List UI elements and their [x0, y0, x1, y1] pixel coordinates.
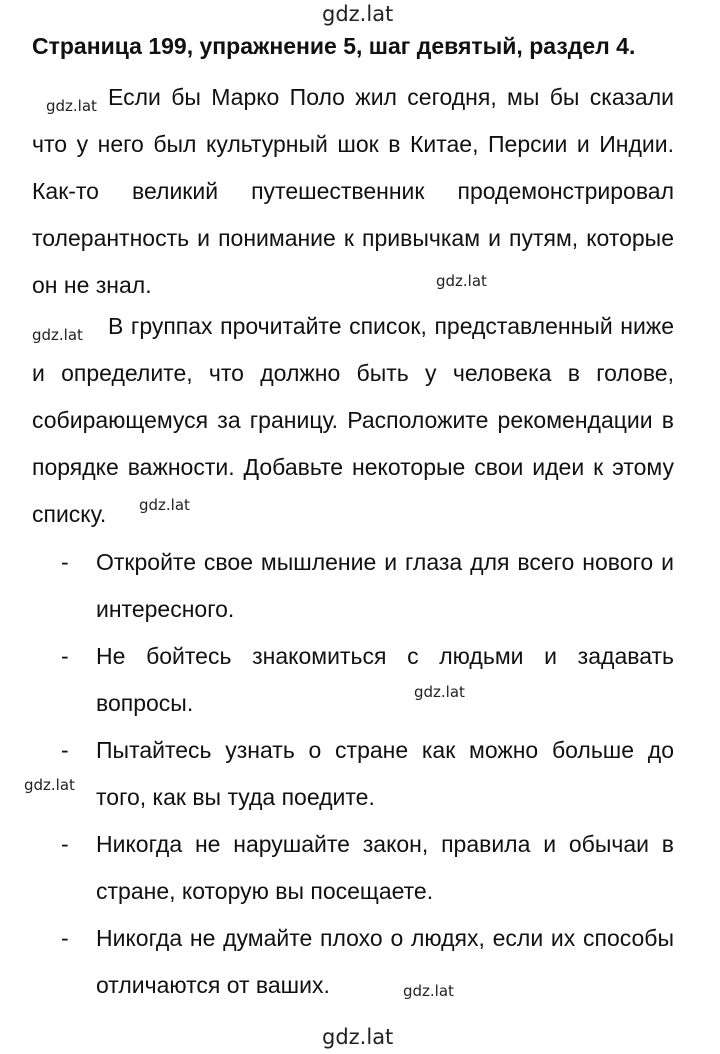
- watermark-top: gdz.lat: [322, 2, 394, 26]
- intro-paragraph: Если бы Марко Поло жил сегодня, мы бы сказали что у него был культурный шок в Китае, Персии и Индии. Как-то великий путешественник продемонстрировал толерантность и понимание к привычкам и путям, которые он не знал.: [32, 84, 674, 298]
- watermark: gdz.lat: [436, 272, 487, 290]
- list-item-text: Откройте свое мышление и глаза для всего нового и интересного.: [96, 549, 674, 622]
- list-item-text: Пытайтесь узнать о стране как можно больше до того, как вы туда поедите.: [96, 737, 674, 810]
- list-item: [32, 915, 674, 1009]
- list-item-text: Не бойтесь знакомиться с людьми и задавать вопросы.: [96, 643, 674, 716]
- list-dash: -: [61, 925, 69, 951]
- list-item: [32, 539, 674, 633]
- watermark: gdz.lat: [403, 982, 454, 1000]
- watermark: gdz.lat: [414, 683, 465, 701]
- watermark: gdz.lat: [24, 776, 75, 794]
- list-item-text: Никогда не думайте плохо о людях, если их способы отличаются от ваших.: [96, 925, 674, 998]
- task-paragraph: В группах прочитайте список, представленный ниже и определите, что должно быть у человека в голове, собирающемуся за границу. Расположите рекомендации в порядке важности. Добавьте некоторые свои идеи к этому списку.: [32, 313, 674, 527]
- list-item: [32, 821, 674, 915]
- watermark-bottom: gdz.lat: [322, 1025, 394, 1049]
- page-title: Страница 199, упражнение 5, шаг девятый, раздел 4.: [32, 33, 636, 59]
- list-item-text: Никогда не нарушайте закон, правила и обычаи в стране, которую вы посещаете.: [96, 831, 674, 904]
- recommendations-list: [32, 539, 674, 1009]
- watermark: gdz.lat: [46, 97, 97, 115]
- list-item: [32, 633, 674, 727]
- list-item: [32, 727, 674, 821]
- watermark: gdz.lat: [32, 326, 83, 344]
- list-dash: -: [61, 737, 69, 763]
- watermark: gdz.lat: [139, 496, 190, 514]
- list-dash: -: [61, 831, 69, 857]
- list-dash: -: [61, 643, 69, 669]
- list-dash: -: [61, 549, 69, 575]
